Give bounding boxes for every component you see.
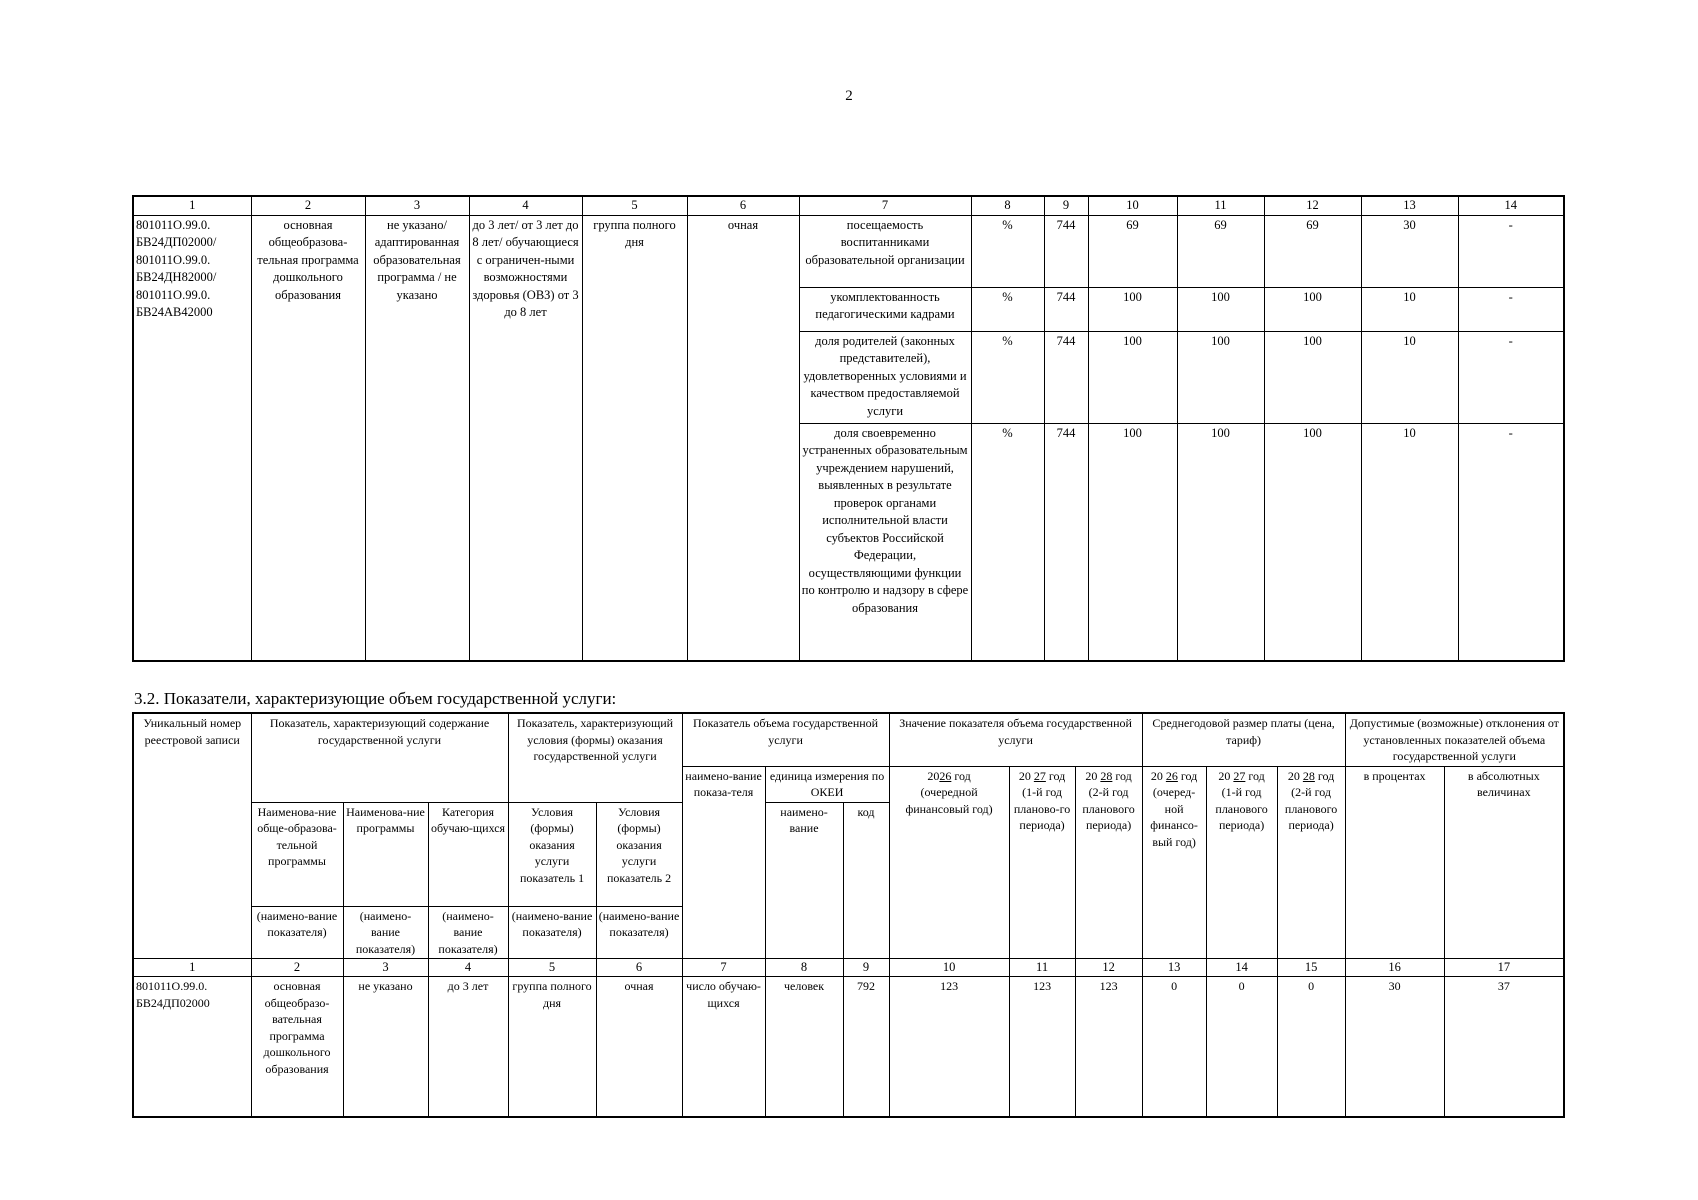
volume-indicators-table	[132, 712, 1565, 1118]
indicator-value-year1: 100	[1088, 423, 1177, 661]
header-conditions-indicator: Показатель, характеризующий условия (формы) оказания государственной услуги	[508, 713, 682, 802]
header-deviation-percent: в процентах	[1345, 766, 1444, 959]
year-prefix: 20	[1218, 768, 1231, 783]
header-note: (наимено-вание показателя)	[508, 906, 596, 959]
col-number: 5	[508, 959, 596, 977]
indicator-value-year2: 100	[1177, 287, 1264, 331]
header-program-name: Наименова-ние обще-образова-тельной программы	[251, 802, 343, 906]
indicator-deviation-absolute: -	[1458, 423, 1564, 661]
col-number: 11	[1177, 196, 1264, 215]
year-prefix: 20	[1018, 768, 1031, 783]
condition-2: очная	[596, 977, 682, 1117]
indicator-okei-code: 744	[1044, 287, 1088, 331]
col-number: 14	[1458, 196, 1564, 215]
indicator-value-year3: 100	[1264, 331, 1361, 423]
fee-year1: 0	[1142, 977, 1206, 1117]
header-note: (наимено-вание показателя)	[251, 906, 343, 959]
program-type: не указано	[343, 977, 428, 1117]
header-unit-okei: единица измерения по ОКЕИ	[765, 766, 889, 802]
student-category: до 3 лет/ от 3 лет до 8 лет/ обучающиеся с ограничен-ными возможностями здоровья (ОВЗ) от 3 до 8 лет	[469, 215, 582, 661]
year-suffix: год	[1115, 768, 1132, 783]
header-year3-value	[1075, 766, 1142, 959]
page-number: 2	[845, 88, 853, 104]
year-suffix: год	[1180, 768, 1198, 783]
header-year1-value	[889, 766, 1009, 959]
indicator-deviation-absolute: -	[1458, 331, 1564, 423]
indicator-name: укомплектованность педагогическими кадрами	[799, 287, 971, 331]
col-number: 15	[1277, 959, 1345, 977]
year-suffix: год	[954, 768, 971, 783]
program-name: основная общеобразова-тельная программа дошкольного образования	[251, 215, 365, 661]
header-program: Наименова-ние программы	[343, 802, 428, 906]
fee-year3: 0	[1277, 977, 1345, 1117]
indicator-unit: %	[971, 287, 1044, 331]
col-number: 17	[1444, 959, 1564, 977]
header-row	[133, 713, 1564, 766]
col-number: 8	[765, 959, 843, 977]
volume-indicator-name: число обучаю-щихся	[682, 977, 765, 1117]
year-suffix: год	[1048, 768, 1066, 783]
value-year2: 123	[1009, 977, 1075, 1117]
year-prefix: 20	[1150, 768, 1163, 783]
col-number: 14	[1206, 959, 1277, 977]
year-suffix: год	[1317, 768, 1335, 783]
header-volume-value: Значение показателя объема государственной услуги	[889, 713, 1142, 766]
table-row	[133, 977, 1564, 1117]
year-digits: 26	[1165, 768, 1178, 783]
indicator-deviation-percent: 10	[1361, 423, 1458, 661]
year-prefix: 20	[1085, 768, 1098, 783]
header-student-category: Категория обучаю-щихся	[428, 802, 508, 906]
header-condition-2: Условия (формы) оказания услуги показатель 2	[596, 802, 682, 906]
col-number: 2	[251, 959, 343, 977]
value-year3: 123	[1075, 977, 1142, 1117]
header-allowed-deviations: Допустимые (возможные) отклонения от установленных показателей объема государственной услуги	[1345, 713, 1564, 766]
header-unique-number: Уникальный номер реестровой записи	[133, 713, 251, 959]
col-number: 13	[1142, 959, 1206, 977]
col-number: 9	[1044, 196, 1088, 215]
unit-name: человек	[765, 977, 843, 1117]
col-number: 12	[1264, 196, 1361, 215]
deviation-absolute: 37	[1444, 977, 1564, 1117]
header-year1-fee	[1142, 766, 1206, 959]
col-number: 6	[687, 196, 799, 215]
header-volume-indicator: Показатель объема государственной услуги	[682, 713, 889, 766]
col-number: 10	[889, 959, 1009, 977]
col-number: 6	[596, 959, 682, 977]
service-condition-form: очная	[687, 215, 799, 661]
col-number: 13	[1361, 196, 1458, 215]
indicator-okei-code: 744	[1044, 331, 1088, 423]
unique-record-number: 801011О.99.0. БВ24ДП02000/ 801011О.99.0. БВ24ДН82000/ 801011О.99.0. БВ24АВ42000	[133, 215, 251, 661]
col-number: 12	[1075, 959, 1142, 977]
header-year2-fee	[1206, 766, 1277, 959]
col-number: 11	[1009, 959, 1075, 977]
indicator-deviation-percent: 30	[1361, 215, 1458, 287]
indicator-name: посещаемость воспитанниками образовательной организации	[799, 215, 971, 287]
header-note: (наимено-вание показателя)	[343, 906, 428, 959]
year-suffix: год	[1248, 768, 1265, 783]
col-number: 5	[582, 196, 687, 215]
header-unit-name: наимено-вание	[765, 802, 843, 959]
year-note: (1-й год планово-го периода)	[1013, 785, 1071, 832]
deviation-percent: 30	[1345, 977, 1444, 1117]
col-number: 4	[428, 959, 508, 977]
service-condition-group: группа полного дня	[582, 215, 687, 661]
header-note: (наимено-вание показателя)	[428, 906, 508, 959]
header-condition-1: Условия (формы) оказания услуги показатель 1	[508, 802, 596, 906]
col-number: 3	[343, 959, 428, 977]
indicator-unit: %	[971, 423, 1044, 661]
col-number: 9	[843, 959, 889, 977]
indicator-deviation-percent: 10	[1361, 331, 1458, 423]
value-year1: 123	[889, 977, 1009, 1117]
column-number-row	[133, 959, 1564, 977]
year-note: (1-й год планового периода)	[1215, 785, 1268, 832]
year-digits: 28	[1100, 768, 1113, 783]
year-digits: 28	[1302, 768, 1315, 783]
indicator-unit: %	[971, 215, 1044, 287]
unique-record-number: 801011О.99.0. БВ24ДП02000	[133, 977, 251, 1117]
year-prefix: 20	[1287, 768, 1300, 783]
col-number: 1	[133, 196, 251, 215]
unit-code: 792	[843, 977, 889, 1117]
year-note: (очеред-ной финансо-вый год)	[1150, 785, 1198, 849]
col-number: 7	[799, 196, 971, 215]
indicator-value-year1: 100	[1088, 331, 1177, 423]
col-number: 2	[251, 196, 365, 215]
year-note: (2-й год планового периода)	[1082, 785, 1135, 832]
condition-1: группа полного дня	[508, 977, 596, 1117]
header-content-indicator: Показатель, характеризующий содержание государственной услуги	[251, 713, 508, 802]
col-number: 7	[682, 959, 765, 977]
year-digits: 27	[1033, 768, 1046, 783]
col-number: 1	[133, 959, 251, 977]
indicator-deviation-absolute: -	[1458, 287, 1564, 331]
indicator-deviation-percent: 10	[1361, 287, 1458, 331]
year-prefix: 20	[927, 768, 940, 783]
indicator-value-year1: 100	[1088, 287, 1177, 331]
indicator-value-year2: 100	[1177, 423, 1264, 661]
col-number: 16	[1345, 959, 1444, 977]
header-deviation-absolute: в абсолютных величинах	[1444, 766, 1564, 959]
col-number: 4	[469, 196, 582, 215]
col-number: 10	[1088, 196, 1177, 215]
indicator-okei-code: 744	[1044, 215, 1088, 287]
indicator-value-year3: 100	[1264, 423, 1361, 661]
quality-indicators-table	[132, 195, 1565, 662]
indicator-unit: %	[971, 331, 1044, 423]
program-name: основная общеобразо-вательная программа дошкольного образования	[251, 977, 343, 1117]
header-note: (наимено-вание показателя)	[596, 906, 682, 959]
indicator-value-year2: 100	[1177, 331, 1264, 423]
header-annual-fee: Среднегодовой размер платы (цена, тариф)	[1142, 713, 1345, 766]
header-year3-fee	[1277, 766, 1345, 959]
indicator-value-year3: 69	[1264, 215, 1361, 287]
indicator-name: доля своевременно устраненных образовательным учреждением нарушений, выявленных в результате проверок органами исполнительной власти субъектов Российской Федерации, осуществляющими функции по контролю и надзору в сфере образования	[799, 423, 971, 661]
col-number: 8	[971, 196, 1044, 215]
indicator-name: доля родителей (законных представителей), удовлетворенных условиями и качеством предоставляемой услуги	[799, 331, 971, 423]
indicator-value-year1: 69	[1088, 215, 1177, 287]
header-unit-code: код	[843, 802, 889, 959]
header-year2-value	[1009, 766, 1075, 959]
fee-year2: 0	[1206, 977, 1277, 1117]
section-title: 3.2. Показатели, характеризующие объем государственной услуги:	[134, 689, 617, 708]
col-number: 3	[365, 196, 469, 215]
year-digits: 27	[1233, 768, 1246, 783]
student-category: до 3 лет	[428, 977, 508, 1117]
indicator-okei-code: 744	[1044, 423, 1088, 661]
year-note: (очередной финансовый год)	[905, 785, 993, 816]
indicator-row	[133, 215, 1564, 287]
year-digits: 26	[939, 768, 952, 783]
indicator-value-year2: 69	[1177, 215, 1264, 287]
year-note: (2-й год планового периода)	[1284, 785, 1338, 832]
indicator-value-year3: 100	[1264, 287, 1361, 331]
header-indicator-name: наимено-вание показа-теля	[682, 766, 765, 959]
column-number-row	[133, 196, 1564, 215]
program-type: не указано/ адаптированная образовательная программа / не указано	[365, 215, 469, 661]
indicator-deviation-absolute: -	[1458, 215, 1564, 287]
